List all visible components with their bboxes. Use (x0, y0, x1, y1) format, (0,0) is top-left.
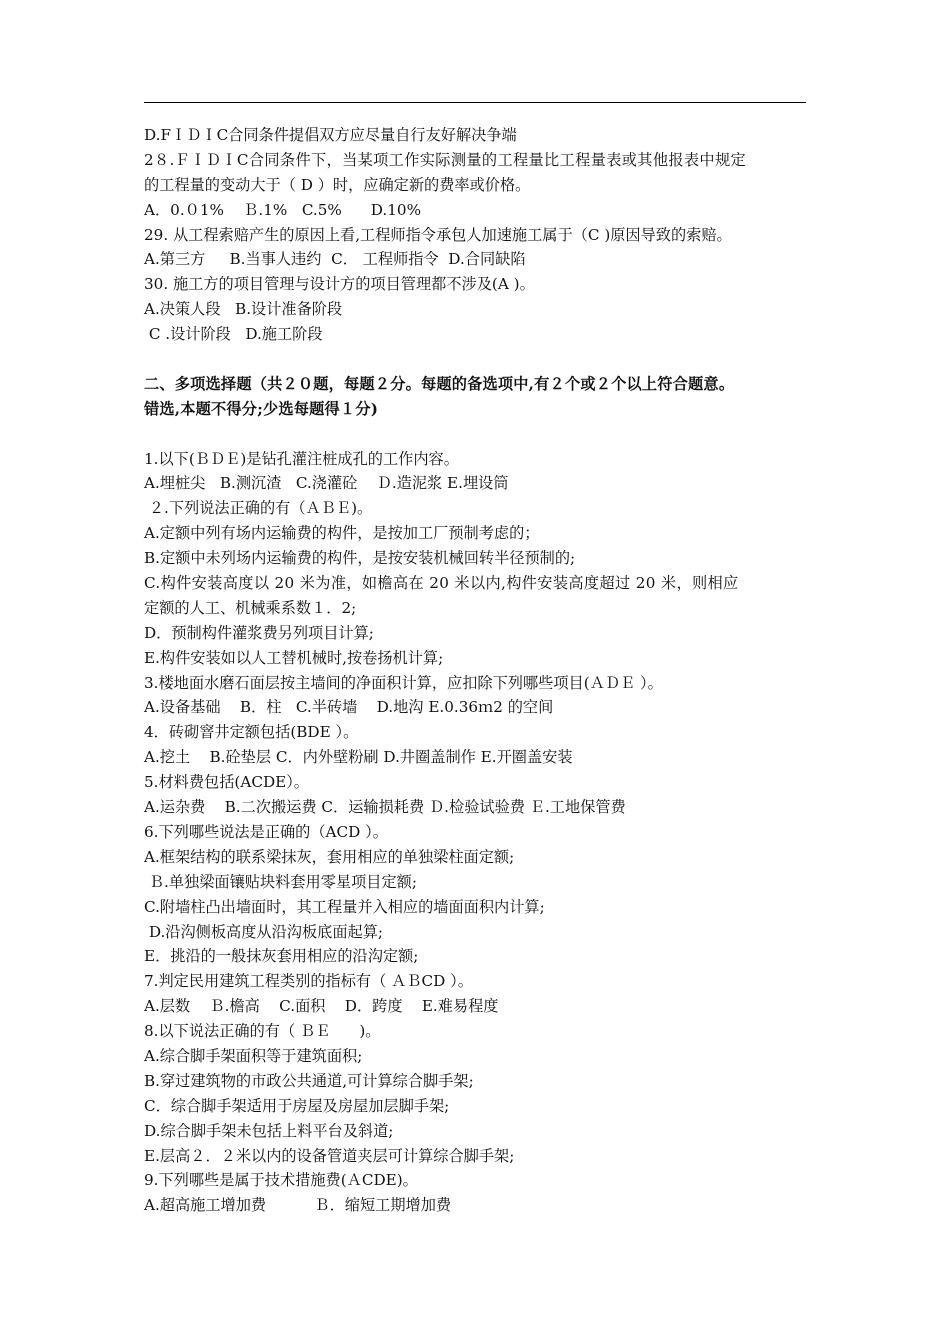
question-line: 5.材料费包括(ACDE）。 (144, 773, 309, 792)
option-line: 定额的人工、机械乘系数１．2; (144, 598, 357, 617)
option-line: A.运杂费 B.二次搬运费 C．运输损耗费 Ｄ.检验试验费 Ｅ.工地保管费 (144, 798, 626, 817)
option-line: Ｂ.单独梁面镶贴块料套用零星项目定额; (144, 872, 417, 891)
option-line: A.层数 Ｂ.檐高 C.面积 D．跨度 E.难易程度 (144, 997, 499, 1016)
option-line: E.层高２．２米以内的设备管道夹层可计算综合脚手架; (144, 1146, 515, 1165)
option-line: A.超高施工增加费 Ｂ．缩短工期增加费 (144, 1196, 452, 1215)
option-line: A.综合脚手架面积等于建筑面积; (144, 1046, 363, 1065)
question-line: 7.判定民用建筑工程类别的指标有（ ＡＢCD ）。 (144, 972, 473, 991)
text-line: D.FＩＤＩC合同条件提倡双方应尽量自行友好解决争端 (144, 126, 517, 144)
option-line: C.附墙柱凸出墙面时，其工程量并入相应的墙面面积内计算; (144, 897, 545, 916)
section-heading: 错选,本题不得分;少选每题得１分) (144, 399, 379, 418)
text-line: A.决策人段 B.设计准备阶段 (144, 300, 343, 319)
option-line: C.构件安装高度以 20 米为准，如檐高在 20 米以内,构件安装高度超过 20 米，则相应 (144, 574, 739, 593)
blank-line (144, 422, 824, 447)
option-line: A.框架结构的联系梁抹灰，套用相应的单独梁柱面定额; (144, 847, 515, 866)
option-line: A.定额中列有场内运输费的构件，是按加工厂预制考虑的； (144, 524, 540, 543)
question-line: 8.以下说法正确的有（ ＢＥ )。 (144, 1022, 381, 1041)
question-line: 6.下列哪些说法是正确的（ACD ）。 (144, 822, 388, 841)
text-line: 29. 从工程索赔产生的原因上看,工程师指令承包人加速施工属于（C )原因导致的索赔。 (144, 225, 732, 244)
section-heading: 二、多项选择题（共２０题，每题２分。每题的备选项中,有２个或２个以上符合题意。 (144, 374, 735, 393)
document-body (144, 123, 824, 1218)
option-line: D.沿沟侧板高度从沿沟板底面起算; (144, 922, 384, 941)
question-line: 4．砖砌窨井定额包括(BDE ）。 (144, 723, 359, 742)
option-line: A.挖土 B.砼垫层 C．内外壁粉刷 D.井圈盖制作 E.开圈盖安装 (144, 748, 573, 767)
question-line: 9.下列哪些是属于技术措施费(ＡCDE)。 (144, 1171, 418, 1190)
question-line: ２.下列说法正确的有（ＡＢＥ)。 (144, 499, 373, 518)
text-line: 2８.ＦＩＤＩC合同条件下，当某项工作实际测量的工程量比工程量表或其他报表中规定 (144, 150, 747, 169)
header-rule (144, 102, 806, 103)
question-line: 3.楼地面水磨石面层按主墙间的净面积计算，应扣除下列哪些项目(ＡＤＥ ）。 (144, 673, 663, 692)
option-line: A.埋桩尖 B.测沉渣 C.浇灌砼 Ｄ.造泥浆 E.埋设筒 (144, 474, 509, 493)
option-line: D．预制构件灌浆费另列项目计算; (144, 623, 374, 642)
option-line: B.穿过建筑物的市政公共通道,可计算综合脚手架; (144, 1071, 474, 1090)
option-line: A.设备基础 B．柱 C.半砖墙 D.地沟 E.0.36ｍ2 的空间 (144, 698, 554, 717)
text-line: C .设计阶段 D.施工阶段 (144, 325, 323, 344)
question-line: 1.以下(ＢＤＥ)是钻孔灌注桩成孔的工作内容。 (144, 449, 459, 468)
text-line: 的工程量的变动大于（ D ）时，应确定新的费率或价格。 (144, 175, 531, 194)
option-line: B.定额中未列场内运输费的构件，是按安装机械回转半径预制的; (144, 549, 576, 568)
blank-line (144, 347, 824, 372)
option-line: E．挑沿的一般抹灰套用相应的沿沟定额; (144, 947, 419, 966)
text-line: A.第三方 B.当事人违约 C． 工程师指令 D.合同缺陷 (144, 250, 526, 269)
text-line: A．0.０1% Ｂ.1% C.5% D.10% (144, 200, 422, 219)
option-line: D.综合脚手架未包括上料平台及斜道; (144, 1121, 394, 1140)
option-line: C．综合脚手架适用于房屋及房屋加层脚手架; (144, 1096, 450, 1115)
option-line: E.构件安装如以人工替机械时,按卷扬机计算; (144, 648, 444, 667)
text-line: 30. 施工方的项目管理与设计方的项目管理都不涉及(A )。 (144, 275, 535, 294)
